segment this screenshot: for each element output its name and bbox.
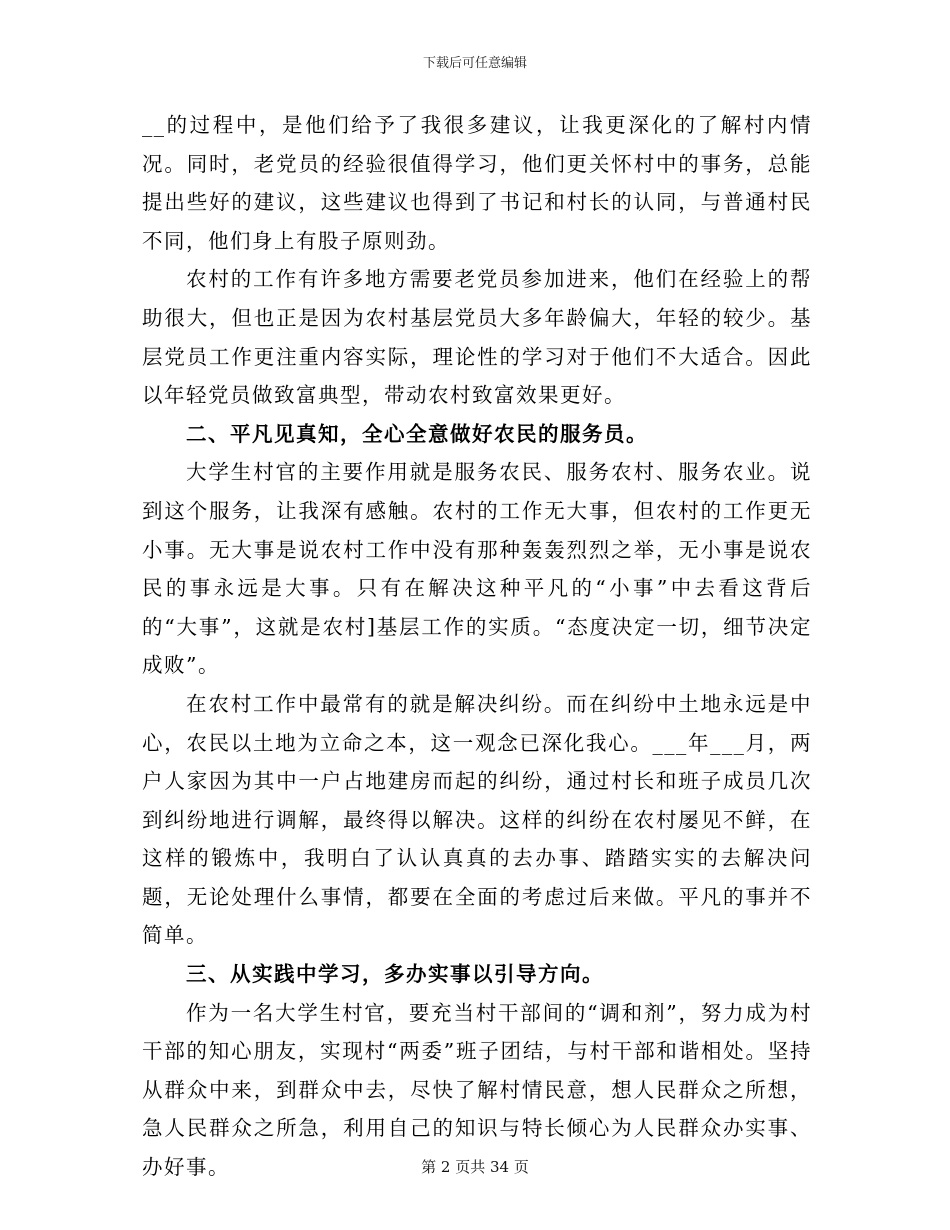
paragraph-2: 农村的工作有许多地方需要老党员参加进来，他们在经验上的帮助很大，但也正是因为农村基层党员大多年龄偏大，年轻的较少。基层党员工作更注重内容实际，理论性的学习对于他们不大适合。因此以年轻党员做致富典型，带动农村致富效果更好。: [142, 267, 812, 408]
paragraph-1: __的过程中，是他们给予了我很多建议，让我更深化的了解村内情况。同时，老党员的经验很值得学习，他们更关怀村中的事务，总能提出些好的建议，这些建议也得到了书记和村长的认同，与普通村民不同，他们身上有股子原则劲。: [142, 113, 812, 253]
paragraph-4: 在农村工作中最常有的就是解决纠纷。而在纠纷中土地永远是中心，农民以土地为立命之本，这一观念已深化我心。___年___月，两户人家因为其中一户占地建房而起的纠纷，通过村长和班子成员几次到纠纷地进行调解，最终得以解决。这样的纠纷在农村屡见不鲜，在这样的锻炼中，我明白了认认真真的去办事、踏踏实实的去解决问题，无论处理什么事情，都要在全面的考虑过后来做。平凡的事并不简单。: [142, 691, 812, 948]
paragraph-5: 作为一名大学生村官，要充当村干部间的“调和剂”，努力成为村干部的知心朋友，实现村“两委”班子团结，与村干部和谐相处。坚持从群众中来，到群众中去，尽快了解村情民意，想人民群众之所想，急人民群众之所急，利用自己的知识与特长倾心为人民群众办实事、办好事。: [142, 1000, 812, 1180]
section-heading-3: 三、从实践中学习，多办实事以引导方向。: [186, 962, 604, 987]
page-header: 下载后可任意编辑: [422, 56, 527, 71]
section-heading-2: 二、平凡见真知，全心全意做好农民的服务员。: [186, 421, 648, 446]
page-number-footer: 第 2 页共 34 页: [421, 1158, 529, 1176]
document-body: [142, 106, 812, 1187]
paragraph-3: 大学生村官的主要作用就是服务农民、服务农村、服务农业。说到这个服务，让我深有感触。农村的工作无大事，但农村的工作更无小事。无大事是说农村工作中没有那种轰轰烈烈之举，无小事是说农民的事永远是大事。只有在解决这种平凡的“小事”中去看这背后的“大事”，这就是农村]基层工作的实质。“态度决定一切，细节决定成败”。: [142, 460, 812, 678]
